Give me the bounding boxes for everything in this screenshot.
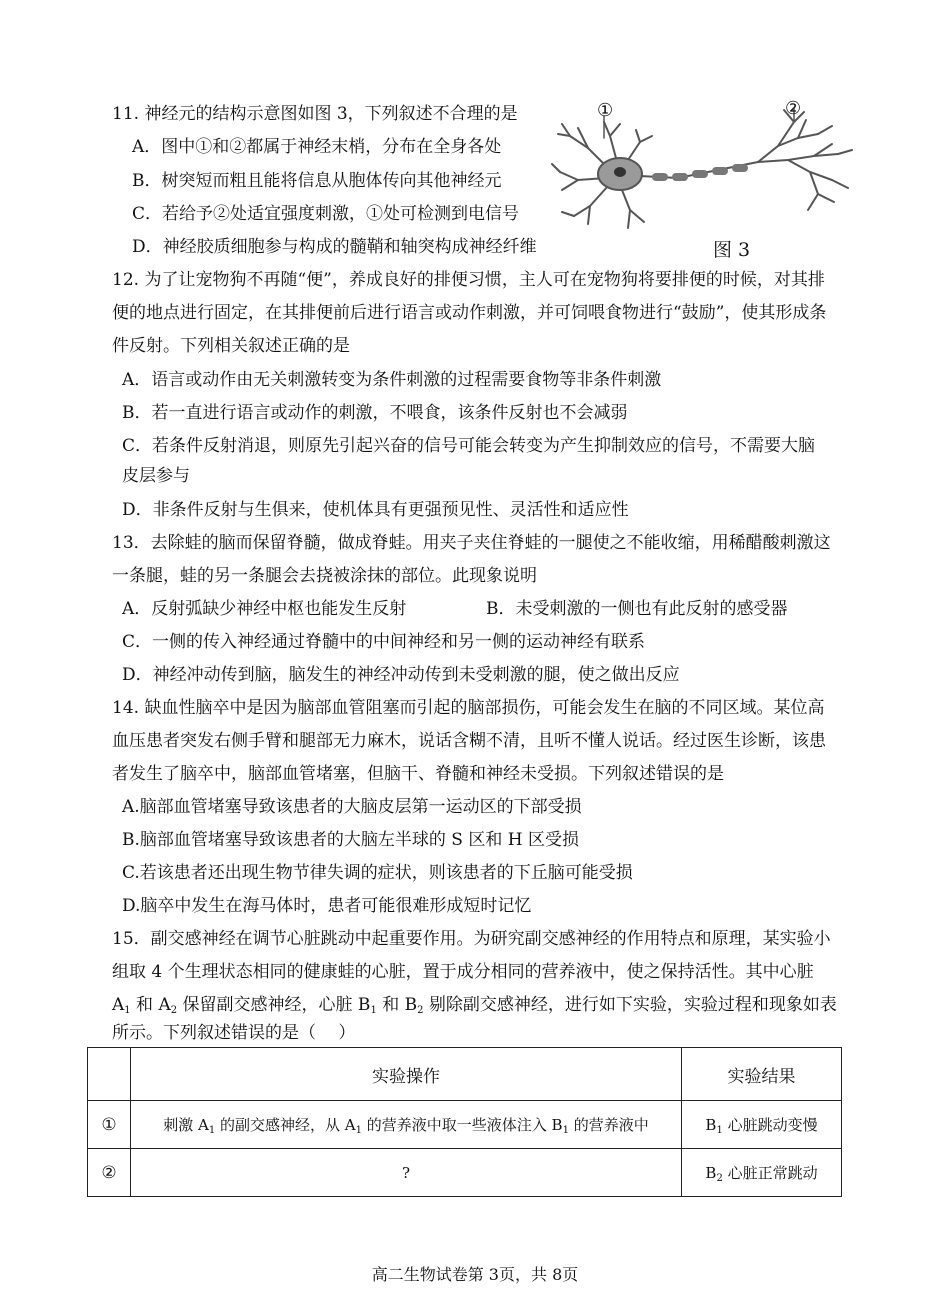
q14-stem-line3: 者发生了脑卒中，脑部血管堵塞，但脑干、脊髓和神经未受损。下列叙述错误的是 <box>112 764 724 784</box>
q14-option-c: C.若该患者还出现生物节律失调的症状，则该患者的下丘脑可能受损 <box>122 863 633 883</box>
q12-stem-line1: 12. 为了让宠物狗不再随“便”，养成良好的排便习惯，主人可在宠物狗将要排便的时候，对其排 <box>112 270 825 290</box>
figure-marker-2: ② <box>785 98 802 119</box>
row-num: ① <box>88 1101 131 1149</box>
q12-option-c-cont: 皮层参与 <box>122 466 190 486</box>
q12-option-c: C．若条件反射消退，则原先引起兴奋的信号可能会转变为产生抑制效应的信号，不需要大脑 <box>122 436 816 456</box>
q15-stem-line3: $A_1$ 和 $A_2$ 保留副交感神经，心脏 $B_1$ 和 $B_2$ 剔除副交感神经，进行如下实验，实验过程和现象如表 <box>112 995 837 1016</box>
table-row <box>88 1101 842 1149</box>
q13-option-c: C．一侧的传入神经通过脊髓中的中间神经和另一侧的运动神经有联系 <box>122 632 646 652</box>
header-num-cell <box>88 1048 131 1101</box>
q13-stem-line2: 一条腿，蛙的另一条腿会去挠被涂抹的部位。此现象说明 <box>112 566 537 586</box>
q11-option-d: D．神经胶质细胞参与构成的髓鞘和轴突构成神经纤维 <box>132 237 537 257</box>
row-result: $B_2$ 心脏正常跳动 <box>682 1149 842 1197</box>
q12-option-b: B．若一直进行语言或动作的刺激，不喂食，该条件反射也不会减弱 <box>122 403 628 423</box>
table-row <box>88 1149 842 1197</box>
row-operation: ? <box>131 1149 682 1197</box>
q12-option-d: D．非条件反射与生俱来，使机体具有更强预见性、灵活性和适应性 <box>122 500 629 520</box>
q15-stem-line2: 组取 4 个生理状态相同的健康蛙的心脏，置于成分相同的营养液中，使之保持活性。其中心脏 <box>112 962 814 982</box>
header-result: 实验结果 <box>682 1048 842 1101</box>
neuron-figure <box>548 98 860 238</box>
figure-caption: 图 3 <box>713 239 751 261</box>
q11-option-a: A．图中①和②都属于神经末梢，分布在全身各处 <box>132 137 502 157</box>
row-num: ② <box>88 1149 131 1197</box>
q14-option-d: D.脑卒中发生在海马体时，患者可能很难形成短时记忆 <box>122 896 532 916</box>
q13-option-d: D．神经冲动传到脑，脑发生的神经冲动传到未受刺激的腿，使之做出反应 <box>122 665 680 685</box>
q11-option-c: C．若给予②处适宜强度刺激，①处可检测到电信号 <box>132 204 520 224</box>
experiment-table <box>87 1047 842 1197</box>
table-header-row <box>88 1048 842 1101</box>
q12-stem-line3: 件反射。下列相关叙述正确的是 <box>112 336 350 356</box>
row-result: $B_1$ 心脏跳动变慢 <box>682 1101 842 1149</box>
q14-stem-line2: 血压患者突发右侧手臂和腿部无力麻木，说话含糊不清，且听不懂人说话。经过医生诊断，该患 <box>112 731 826 751</box>
figure-marker-1: ① <box>597 100 614 121</box>
q11-option-b: B．树突短而粗且能将信息从胞体传向其他神经元 <box>132 171 502 191</box>
q13-stem-line1: 13．去除蛙的脑而保留脊髓，做成脊蛙。用夹子夹住脊蛙的一腿使之不能收缩，用稀醋酸刺激这 <box>112 533 831 553</box>
q11-stem: 11. 神经元的结构示意图如图 3，下列叙述不合理的是 <box>112 104 518 124</box>
q12-stem-line2: 便的地点进行固定，在其排便前后进行语言或动作刺激，并可饲喂食物进行“鼓励”，使其形成条 <box>112 303 827 323</box>
q13-option-b: B．未受刺激的一侧也有此反射的感受器 <box>486 599 788 619</box>
q12-option-a: A．语言或动作由无关刺激转变为条件刺激的过程需要食物等非条件刺激 <box>122 370 662 390</box>
q15-stem-line1: 15．副交感神经在调节心脏跳动中起重要作用。为研究副交感神经的作用特点和原理，某实验小 <box>112 929 831 949</box>
q14-stem-line1: 14. 缺血性脑卒中是因为脑部血管阻塞而引起的脑部损伤，可能会发生在脑的不同区域。某位高 <box>112 698 825 718</box>
q14-option-a: A.脑部血管堵塞导致该患者的大脑皮层第一运动区的下部受损 <box>122 797 582 817</box>
q13-option-a: A．反射弧缺少神经中枢也能发生反射 <box>122 599 407 619</box>
q14-option-b: B.脑部血管堵塞导致该患者的大脑左半球的 S 区和 H 区受损 <box>122 830 579 850</box>
row-operation: 刺激 $A_1$ 的副交感神经，从 $A_1$ 的营养液中取一些液体注入 $B_1$ 的营养液中 <box>131 1101 682 1149</box>
q15-stem-line4: 所示。下列叙述错误的是（ ） <box>112 1023 356 1043</box>
page-footer: 高二生物试卷第 3页，共 8页 <box>371 1265 579 1284</box>
header-operation: 实验操作 <box>131 1048 682 1101</box>
